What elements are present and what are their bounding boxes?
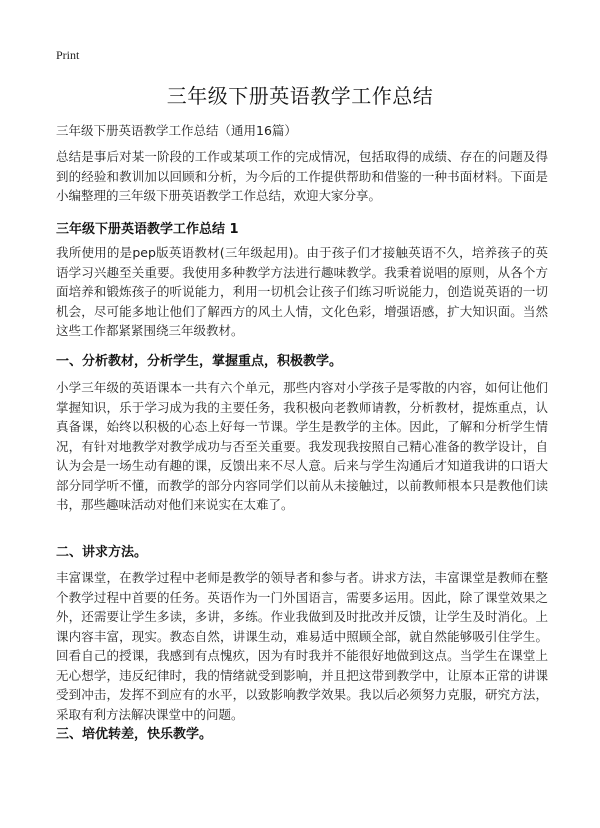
paragraph-2: 小学三年级的英语课本一共有六个单元，那些内容对小学孩子是零散的内容，如何让他们掌握知识，乐于学习成为我的主要任务，我积极向老教师请教，分析教材，提炼重点，认真备课，始终以积极的心态上好每一节课。学生是教学的主体。因此，了解和分析学生情况，有针对地教学对教学成功与否至关重要。我发现我按照自己精心准备的教学设计，自认为会是一场生动有趣的课，反馈出来不尽人意。后来与学生沟通后才知道我讲的口语大部分同学听不懂，而教学的部分内容同学们以前从未接触过，以前教师根本只是教他们读书，那些趣味活动对他们来说实在太难了。 xyxy=(56,380,548,512)
intro-paragraph: 总结是事后对某一阶段的工作或某项工作的完成情况，包括取得的成绩、存在的问题及得到的经验和教训加以回顾和分析，为今后的工作提供帮助和借鉴的一种书面材料。下面是小编整理的三年级下册英语教学工作总结，欢迎大家分享。 xyxy=(56,149,548,203)
heading-teaching-methods: 二、讲求方法。 xyxy=(56,545,148,560)
heading-analyze-materials: 一、分析教材，分析学生，掌握重点，积极教学。 xyxy=(56,354,343,369)
page-title: 三年级下册英语教学工作总结 xyxy=(166,84,434,108)
section-title: 三年级下册英语教学工作总结 1 xyxy=(56,222,239,237)
paragraph-3: 丰富课堂，在教学过程中老师是教学的领导者和参与者。讲求方法，丰富课堂是教师在整个教学过程中首要的任务。英语作为一门外国语言，需要多运用。因此，除了课堂效果之外，还需要让学生多读，多讲，多练。作业我做到及时批改并反馈，让学生及时消化。上课内容丰富，现实。教态自然，讲课生动，难易适中照顾全部，就自然能够吸引住学生。回看自己的授课，我感到有点愧疚，因为有时我并不能很好地做到这点。当学生在课堂上无心想学，违反纪律时，我的情绪就受到影响，并且把这带到教学中，让原本正常的讲课受到冲击，发挥不到应有的水平，以致影响教学效果。我以后必须努力克服，研究方法，采取有利方法解决课堂中的问题。 xyxy=(56,570,548,722)
print-link[interactable]: Print xyxy=(56,48,80,62)
paragraph-1: 我所使用的是pep版英语教材(三年级起用)。由于孩子们才接触英语不久，培养孩子的英语学习兴趣至关重要。我使用多种教学方法进行趣味教学。我秉着说唱的原则，从各个方面培养和锻炼孩子的听说能力，利用一切机会让孩子们练习听说能力，创造说英语的一切机会，尽可能多地让他们了解西方的风土人情，文化色彩，增强语感，扩大知识面。当然这些工作都紧紧围绕三年级教材。 xyxy=(56,245,548,338)
document-subtitle: 三年级下册英语教学工作总结（通用16篇） xyxy=(56,123,297,138)
heading-happy-teaching: 三、培优转差，快乐教学。 xyxy=(56,727,213,742)
